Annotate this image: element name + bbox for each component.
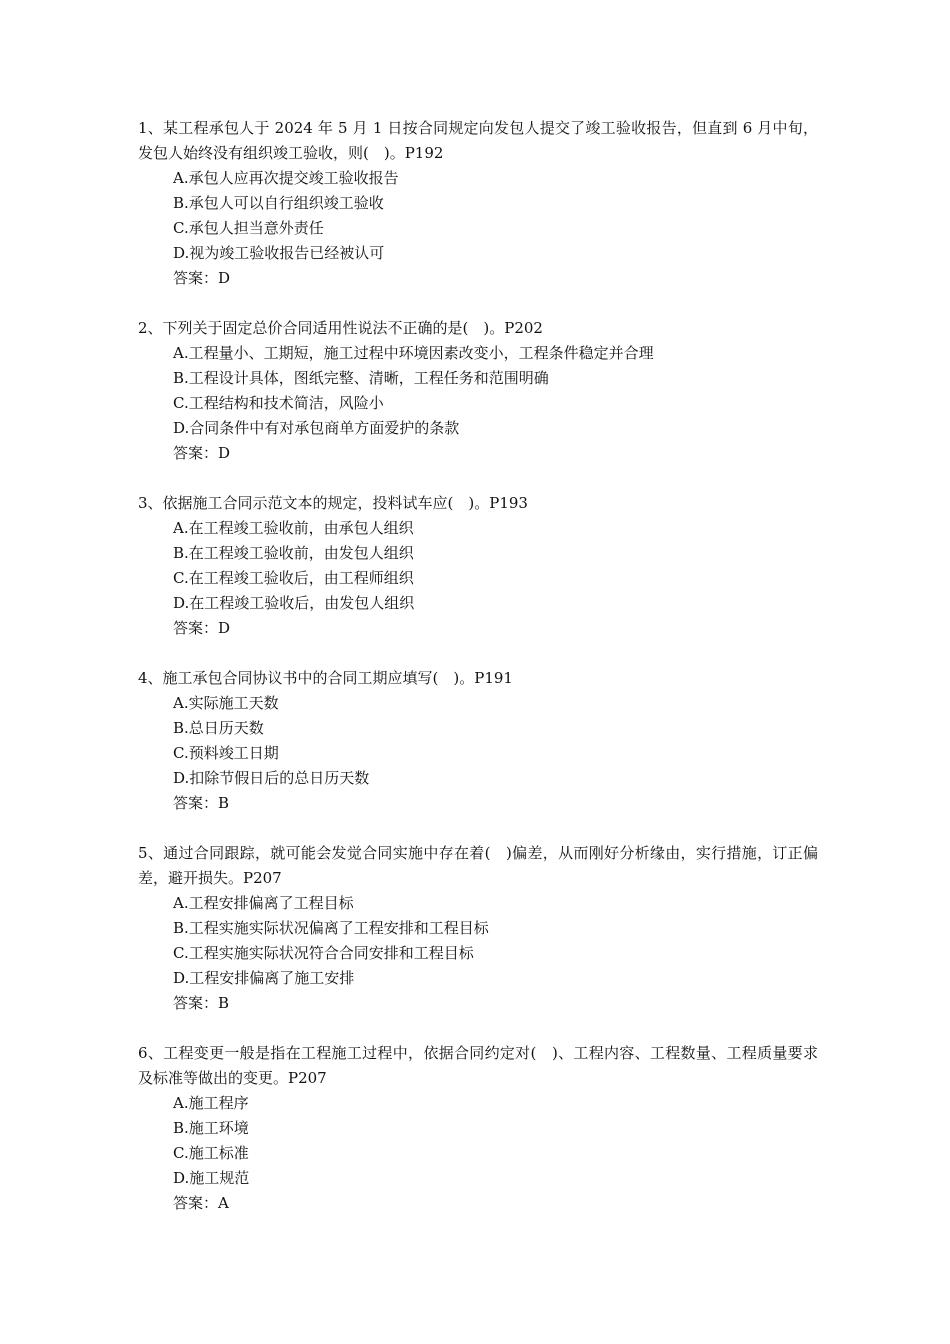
answer: 答案：A [173,1194,229,1212]
option-d: D.扣除节假日后的总日历天数 [173,769,370,787]
option-c: C.承包人担当意外责任 [173,219,324,237]
option-b: B.工程实施实际状况偏离了工程安排和工程目标 [173,919,489,937]
option-a: A.工程安排偏离了工程目标 [173,894,354,912]
question-4 [138,666,818,816]
option-c: C.在工程竣工验收后，由工程师组织 [173,569,414,587]
question-1 [138,116,818,291]
answer: 答案：D [173,444,231,462]
question-6 [138,1041,818,1216]
option-b: B.施工环境 [173,1119,249,1137]
option-c: C.预料竣工日期 [173,744,279,762]
answer: 答案：B [173,994,230,1012]
option-a: A.承包人应再次提交竣工验收报告 [173,169,399,187]
option-b: B.承包人可以自行组织竣工验收 [173,194,384,212]
option-b: B.在工程竣工验收前，由发包人组织 [173,544,414,562]
question-stem: 6、工程变更一般是指在工程施工过程中，依据合同约定对( )、工程内容、工程数量、工程质量要求及标准等做出的变更。P207 [138,1044,818,1087]
option-d: D.在工程竣工验收后，由发包人组织 [173,594,415,612]
question-3 [138,491,818,641]
option-c: C.工程实施实际状况符合合同安排和工程目标 [173,944,474,962]
question-stem: 1、某工程承包人于 2024 年 5 月 1 日按合同规定向发包人提交了竣工验收报告，但直到 6 月中旬，发包人始终没有组织竣工验收，则( )。P192 [138,119,818,162]
option-d: D.合同条件中有对承包商单方面爱护的条款 [173,419,460,437]
answer: 答案：D [173,619,231,637]
option-c: C.施工标准 [173,1144,249,1162]
question-5 [138,841,818,1016]
option-a: A.工程量小、工期短，施工过程中环境因素改变小，工程条件稳定并合理 [173,344,654,362]
option-b: B.工程设计具体，图纸完整、清晰，工程任务和范围明确 [173,369,549,387]
option-c: C.工程结构和技术简洁，风险小 [173,394,384,412]
option-d: D.工程安排偏离了施工安排 [173,969,355,987]
option-d: D.施工规范 [173,1169,250,1187]
option-b: B.总日历天数 [173,719,264,737]
question-stem: 4、施工承包合同协议书中的合同工期应填写( )。P191 [138,669,513,687]
question-list [138,116,818,1241]
answer: 答案：D [173,269,231,287]
answer: 答案：B [173,794,230,812]
question-stem: 2、下列关于固定总价合同适用性说法不正确的是( )。P202 [138,319,543,337]
option-a: A.实际施工天数 [173,694,279,712]
option-d: D.视为竣工验收报告已经被认可 [173,244,385,262]
option-a: A.施工程序 [173,1094,249,1112]
question-stem: 5、通过合同跟踪，就可能会发觉合同实施中存在着( )偏差，从而刚好分析缘由，实行措施，订正偏差，避开损失。P207 [138,844,818,887]
option-a: A.在工程竣工验收前，由承包人组织 [173,519,414,537]
question-2 [138,316,818,466]
question-stem: 3、依据施工合同示范文本的规定，投料试车应( )。P193 [138,494,528,512]
